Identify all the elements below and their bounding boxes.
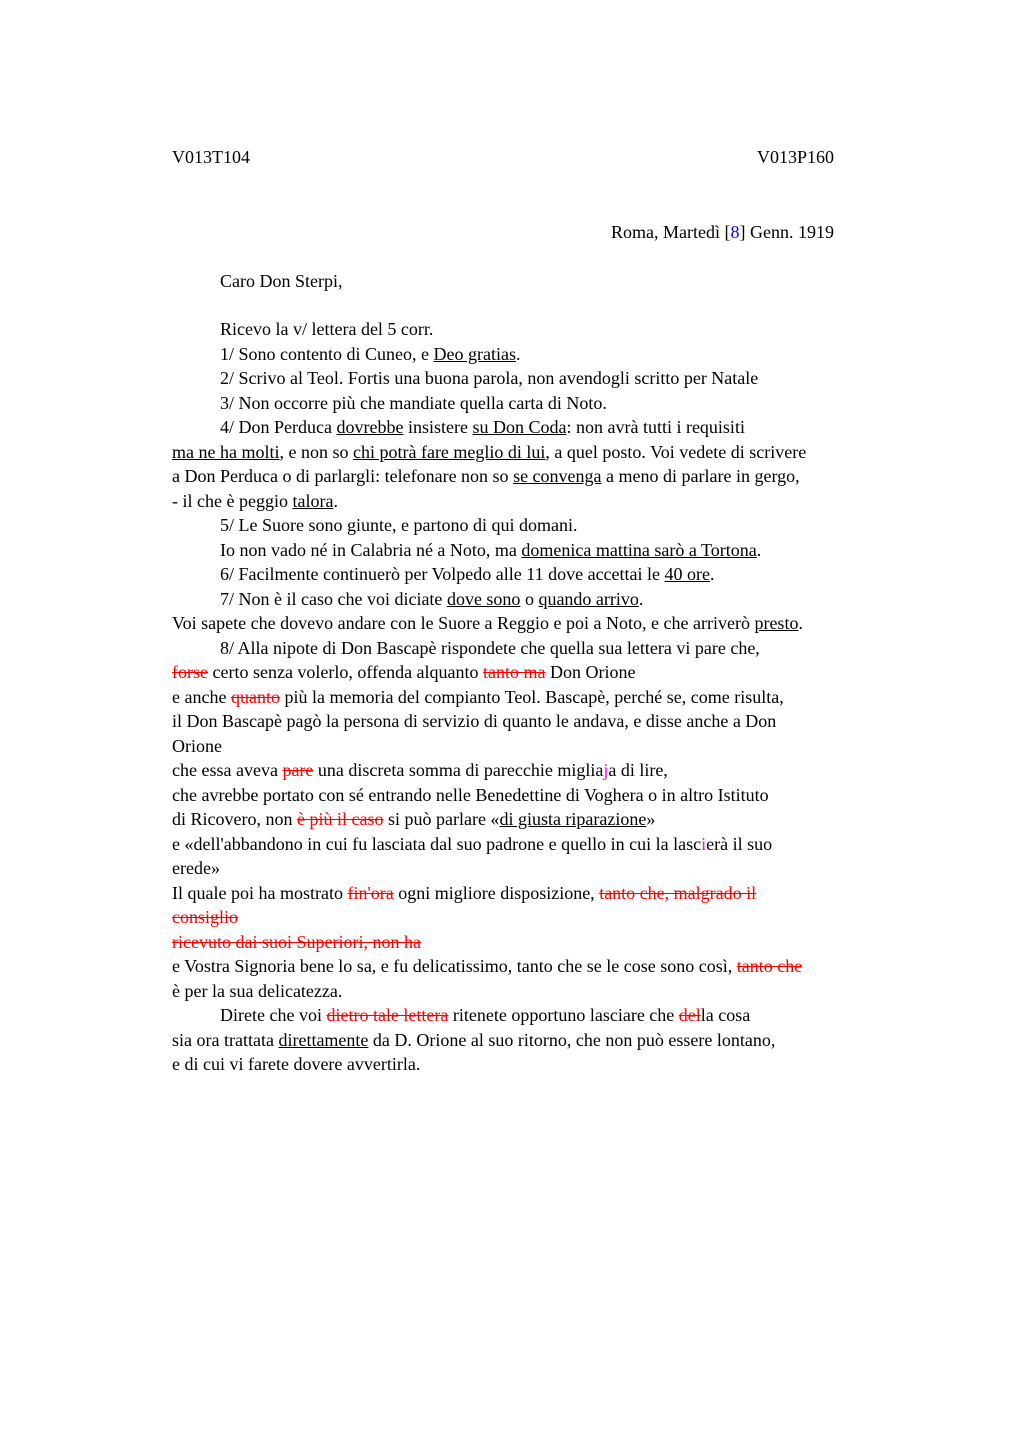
- text-line: e di cui vi farete dovere avvertirla.: [172, 1054, 421, 1074]
- underlined-text: talora: [292, 490, 334, 511]
- document-code-right: V013P160: [757, 147, 835, 167]
- text-line: e anche quanto più la memoria del compianto Teol. Bascapè, perché se, come risulta,: [172, 686, 784, 707]
- letter-body: [172, 317, 912, 1077]
- text-line: il Don Bascapè pagò la persona di servizio di quanto le andava, e disse anche a Don: [172, 711, 777, 731]
- salutation: Caro Don Sterpi,: [220, 271, 343, 291]
- inserted-letter: j: [603, 760, 609, 780]
- deleted-text: pare: [282, 760, 314, 780]
- underlined-text: presto: [754, 613, 799, 633]
- deleted-text: dietro tale lettera: [326, 1005, 449, 1025]
- text-line: 3/ Non occorre più che mandiate quella carta di Noto.: [220, 392, 607, 413]
- deleted-text: forse: [172, 662, 208, 682]
- text-line: che essa aveva pare una discreta somma di parecchie migliaja di lire,: [172, 760, 668, 780]
- text-line: Direte che voi dietro tale lettera ritenete opportuno lasciare che della cosa: [220, 1005, 751, 1025]
- text-line: Il quale poi ha mostrato fin'ora ogni migliore disposizione, tanto che, malgrado il: [172, 882, 757, 903]
- document-code-left: V013T104: [172, 147, 250, 167]
- text-line: è per la sua delicatezza.: [172, 980, 343, 1001]
- deleted-text: tanto che: [736, 956, 803, 976]
- dateline: Roma, Martedì [8] Genn. 1919: [611, 222, 834, 242]
- text-line: sia ora trattata direttamente da D. Orione al suo ritorno, che non può essere lontano,: [172, 1029, 776, 1050]
- underlined-text: domenica mattina sarò a Tortona: [521, 539, 757, 560]
- text-line: di Ricovero, non è più il caso si può parlare «di giusta riparazione»: [172, 809, 656, 829]
- text-line: Ricevo la v/ lettera del 5 corr.: [220, 319, 434, 339]
- text-line: 7/ Non è il caso che voi diciate dove sono o quando arrivo.: [220, 588, 644, 609]
- text-line: 2/ Scrivo al Teol. Fortis una buona parola, non avendogli scritto per Natale: [220, 368, 759, 388]
- text-line: erede»: [172, 858, 220, 878]
- text-line: 1/ Sono contento di Cuneo, e Deo gratias.: [220, 343, 521, 364]
- deleted-text-line: ricevuto dai suoi Superiori, non ha: [172, 931, 421, 952]
- text-line: che avrebbe portato con sé entrando nelle Benedettine di Voghera o in altro Istituto: [172, 784, 769, 805]
- underlined-text: 40 ore: [664, 564, 710, 584]
- underlined-text: di giusta riparazione: [499, 809, 647, 829]
- text-line: ma ne ha molti, e non so chi potrà fare meglio di lui, a quel posto. Voi vedete di scrivere: [172, 441, 807, 462]
- text-line: 8/ Alla nipote di Don Bascapè rispondete che quella sua lettera vi pare che,: [220, 637, 760, 658]
- underlined-text: Deo gratias: [433, 343, 516, 364]
- underlined-text: su Don Coda: [472, 417, 567, 437]
- text-line: e «dell'abbandono in cui fu lasciata dal suo padrone e quello in cui la lascierà il suo: [172, 833, 773, 854]
- text-line: Io non vado né in Calabria né a Noto, ma domenica mattina sarò a Tortona.: [220, 539, 762, 560]
- inserted-letter: i: [701, 833, 707, 854]
- deleted-text: fin'ora: [347, 882, 394, 903]
- underlined-text: se convenga: [513, 466, 602, 486]
- text-line: 5/ Le Suore sono giunte, e partono di qui domani.: [220, 515, 578, 535]
- underlined-text: dove sono: [446, 588, 521, 609]
- underlined-text: chi potrà fare meglio di lui: [352, 441, 546, 462]
- text-line: a Don Perduca o di parlargli: telefonare non so se convenga a meno di parlare in gergo,: [172, 466, 800, 486]
- text-line: 4/ Don Perduca dovrebbe insistere su Don Coda: non avrà tutti i requisiti: [220, 417, 745, 437]
- text-line: Orione: [172, 735, 222, 756]
- deleted-text: quanto: [230, 686, 280, 707]
- text-line: - il che è peggio talora.: [172, 490, 338, 511]
- text-line: forse certo senza volerlo, offenda alquanto tanto ma Don Orione: [172, 662, 636, 682]
- underlined-text: ma ne ha molti: [172, 441, 280, 462]
- text-line: e Vostra Signoria bene lo sa, e fu delicatissimo, tanto che se le cose sono così, tanto che: [172, 956, 803, 976]
- underlined-text: direttamente: [278, 1029, 369, 1050]
- text-line: 6/ Facilmente continuerò per Volpedo alle 11 dove accettai le 40 ore.: [220, 564, 715, 584]
- editorial-day: 8: [730, 222, 740, 242]
- deleted-text-line: consiglio: [172, 907, 238, 927]
- text-line: Voi sapete che dovevo andare con le Suore a Reggio e poi a Noto, e che arriverò presto.: [172, 613, 803, 633]
- deleted-text: del: [678, 1005, 701, 1025]
- underlined-text: quando arrivo: [538, 588, 639, 609]
- deleted-text: tanto ma: [483, 662, 546, 682]
- deleted-text: tanto che, malgrado il: [599, 882, 757, 903]
- underlined-text: dovrebbe: [336, 417, 404, 437]
- deleted-text: è più il caso: [296, 809, 384, 829]
